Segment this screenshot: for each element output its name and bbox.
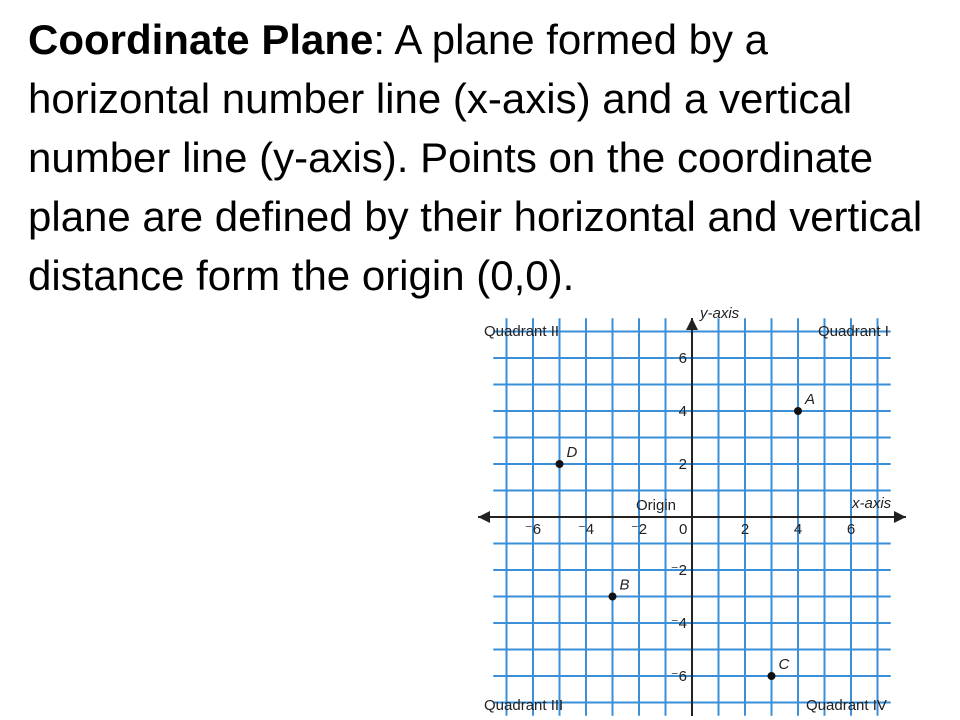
point-label-a: A [805, 391, 816, 408]
x-tick-label: ⁻2 [630, 521, 648, 538]
y-tick-label: ⁻2 [670, 562, 687, 579]
x-tick-label: 6 [846, 521, 856, 538]
y-tick-label: ⁻4 [670, 615, 687, 632]
quadrant-i-label: Quadrant I [818, 323, 889, 340]
definition-term: Coordinate Plane [28, 16, 374, 63]
y-tick-label: 4 [678, 403, 687, 420]
x-tick-label: ⁻6 [524, 521, 542, 538]
quadrant-iv-label: Quadrant IV [806, 697, 887, 714]
y-tick-label: 2 [678, 456, 687, 473]
zero-label: 0 [679, 521, 688, 538]
quadrant-ii-label: Quadrant II [484, 323, 560, 340]
point-c [768, 672, 776, 680]
y-axis-top-arrow [686, 318, 698, 330]
x-axis-left-arrow [478, 511, 490, 523]
point-a [794, 407, 802, 415]
y-axis-label: y-axis [700, 305, 740, 322]
point-d [556, 460, 564, 468]
y-tick-label: ⁻6 [670, 668, 687, 685]
x-tick-label: 4 [793, 521, 803, 538]
x-axis-label: x-axis [852, 495, 892, 512]
point-label-d: D [566, 444, 578, 461]
point-label-b: B [619, 576, 630, 594]
quadrant-iii-label: Quadrant III [484, 697, 564, 714]
point-b [609, 593, 617, 601]
definition-body: : A plane formed by a horizontal number line (x-axis) and a vertical number line (y-axis). Points on the coordinate plane are defined by their horizontal and vertical distance form the origin (0,0). [28, 16, 923, 299]
x-axis-right-arrow [894, 511, 906, 523]
y-tick-label: 6 [678, 350, 687, 367]
x-tick-label: 2 [740, 521, 750, 538]
point-label-c: C [778, 656, 790, 673]
axes [478, 318, 906, 716]
x-tick-label: ⁻4 [577, 521, 595, 538]
origin-label: Origin [636, 497, 677, 514]
